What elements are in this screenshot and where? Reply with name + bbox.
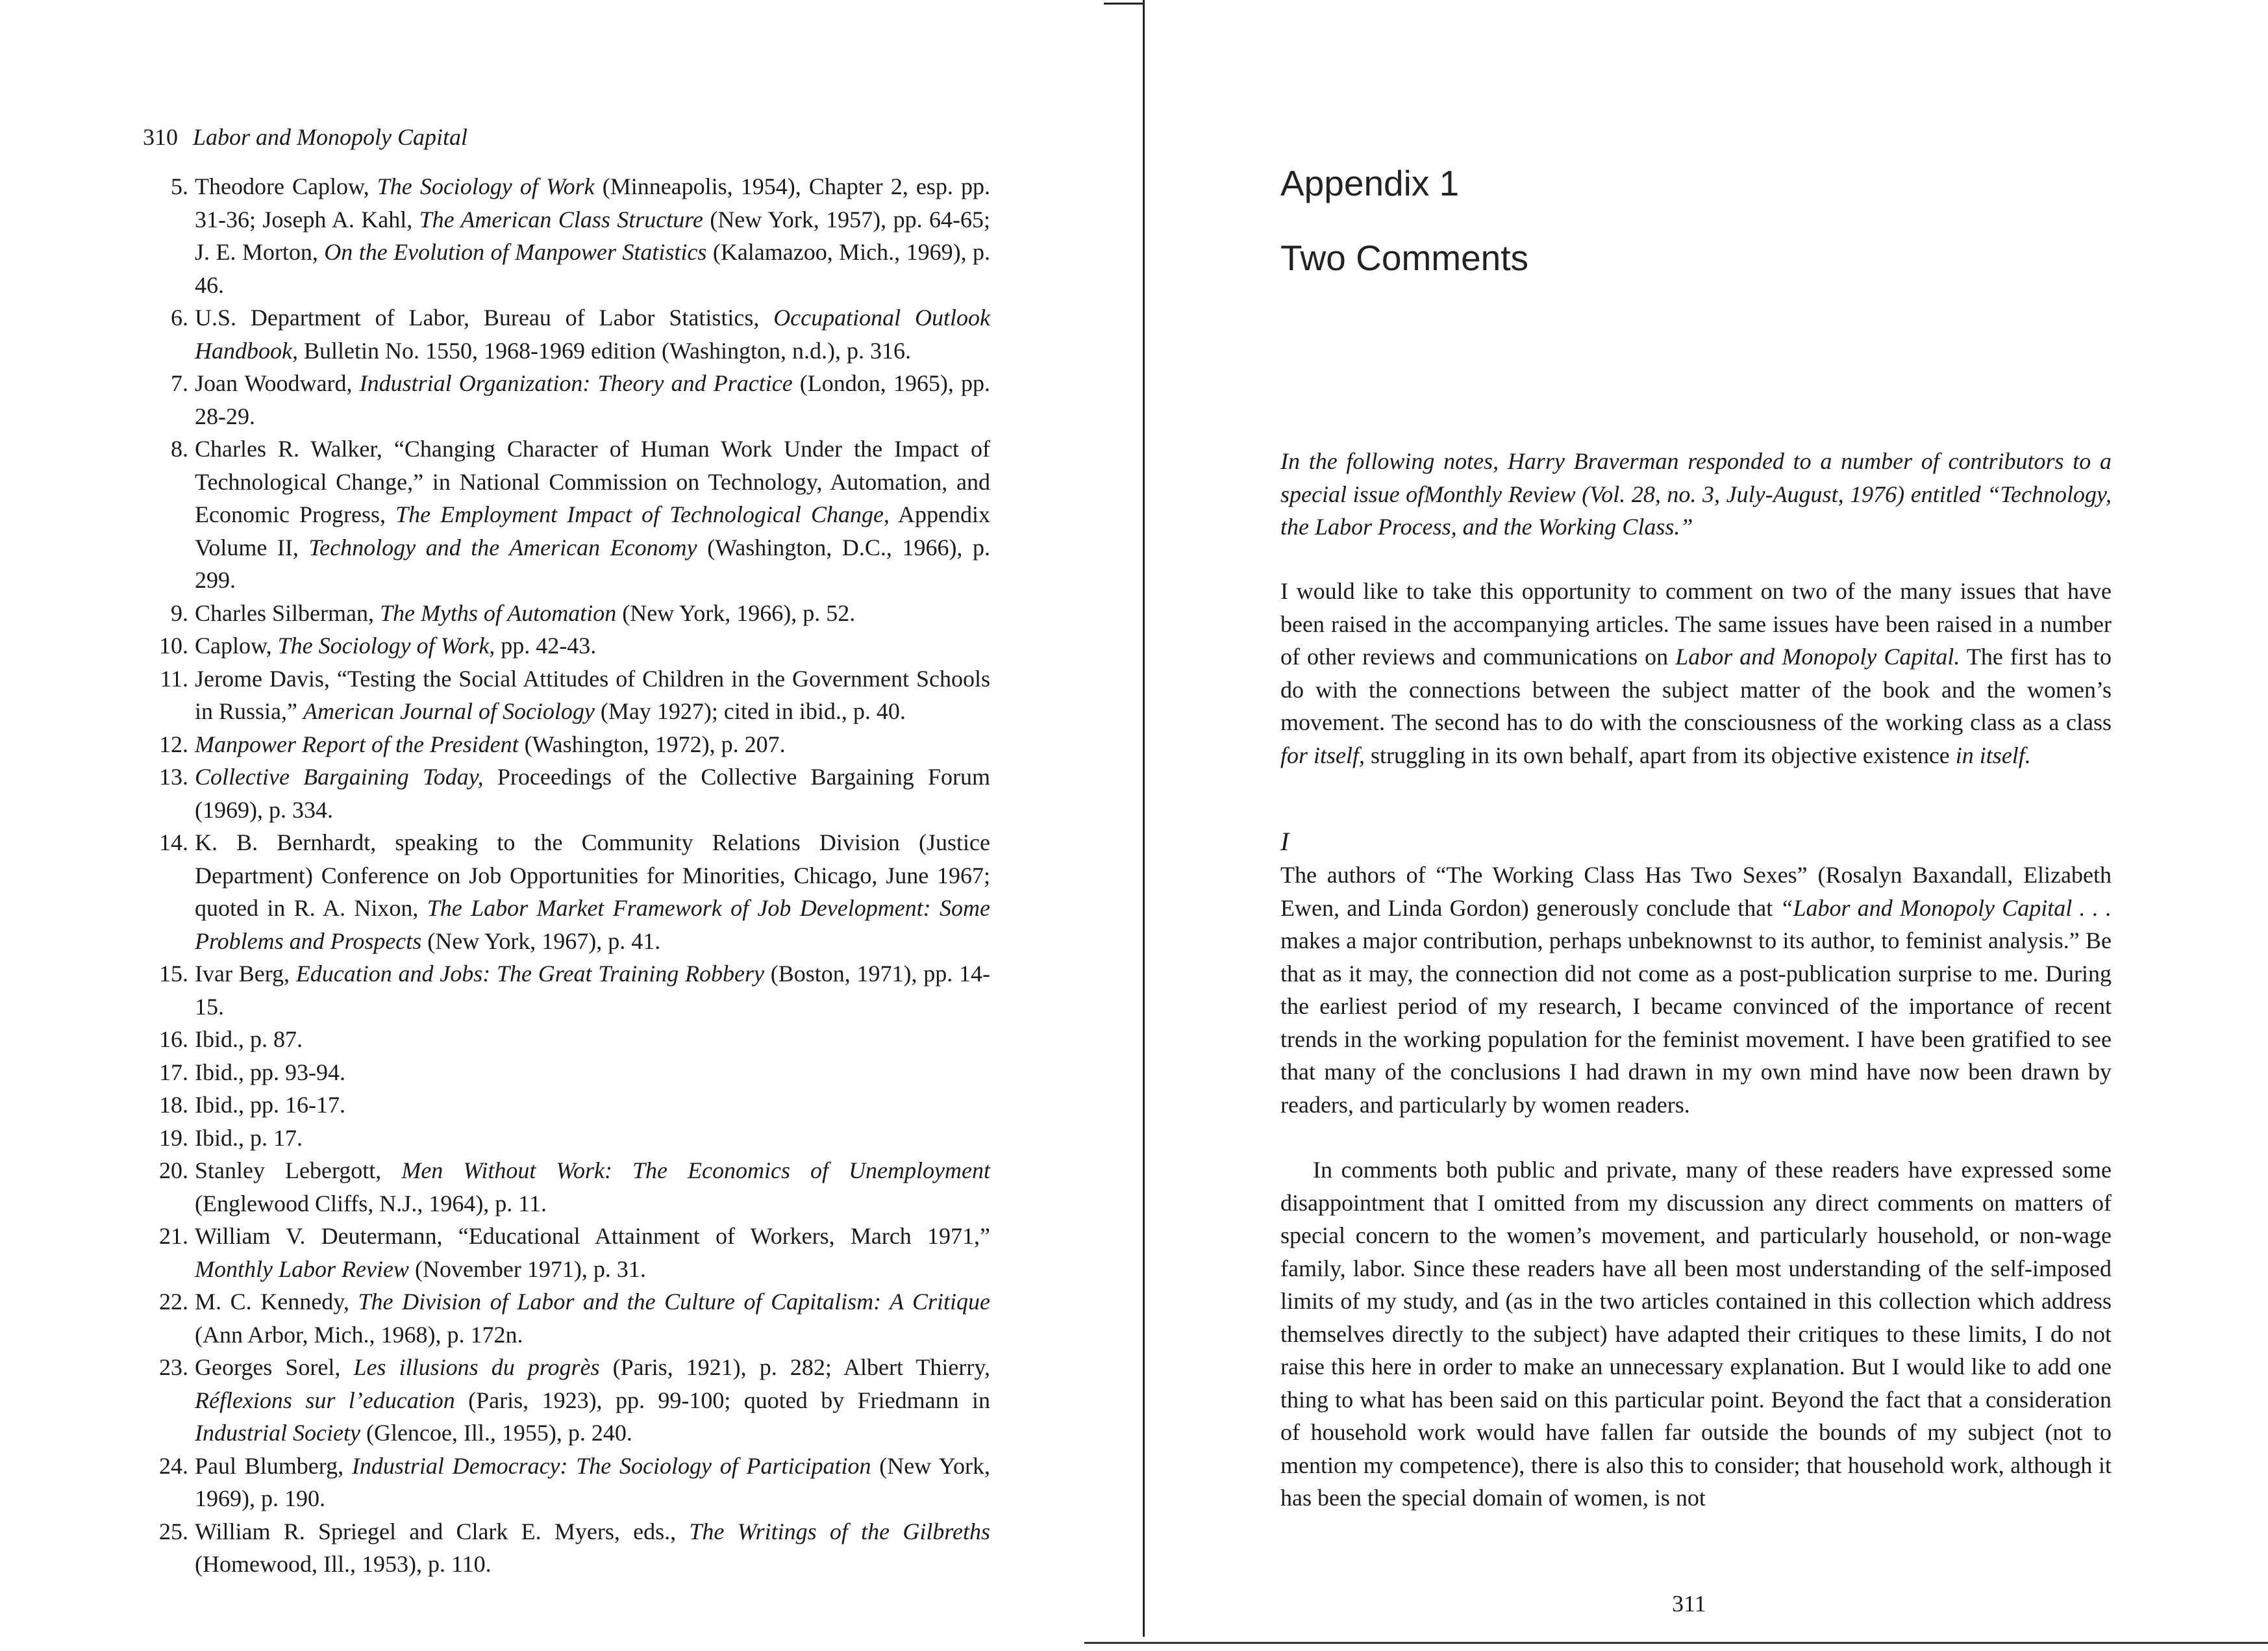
text-run: Proceedings of the Collective Bargaining Forum (1969), p. 334. [195, 764, 991, 823]
text-run: The first has to do with the connections between the subject matter of the book and the women’s movement. The second has to do with the consciousness of the working class as a class [1280, 644, 2112, 735]
italic-text: The American Class Structure [419, 206, 703, 233]
endnote [143, 1285, 990, 1351]
text-run: (Glencoe, Ill., 1955), p. 240. [360, 1420, 632, 1446]
text-run: makes a major contribution, perhaps unbeknownst to its author, to feminist analysis.” Be that as it may, the connection did not come as a post-publication surprise to me. During the earliest period of my research, I became convinced of the importance of recent trends in the working population for the feminist movement. I have been gratified to see that many of the conclusions I had drawn in my own mind have now been drawn by readers, and particularly by women readers. [1280, 927, 2112, 1118]
italic-text: On the Evolution of Manpower Statistics [324, 239, 707, 265]
left-page [0, 0, 1130, 1651]
italic-text: The Writings of the Gilbreths [689, 1518, 990, 1544]
italic-text: American Journal of Sociology [303, 698, 595, 724]
italic-text: Monthly Labor Review [195, 1255, 409, 1282]
endnote [143, 1154, 990, 1220]
endnote-number: 16. [159, 1026, 188, 1052]
endnote [143, 1450, 990, 1515]
italic-text: for itself, [1280, 742, 1365, 768]
page-number-311: 311 [1672, 1591, 1706, 1617]
text-run: (Minneapolis, 1954), Chapter 2, esp. pp. 31-36; Joseph A. Kahl, [195, 173, 990, 233]
endnote-number: 6. [171, 305, 188, 331]
endnote [143, 367, 990, 433]
endnote [143, 761, 990, 826]
endnote-number: 19. [159, 1124, 188, 1151]
italic-text: “Labor and Monopoly Capital . . . [1780, 894, 2112, 921]
endnote-number: 10. [159, 633, 188, 659]
text-run: Bulletin No. 1550, 1968-1969 edition (Washington, n.d.), p. 316. [297, 337, 912, 364]
text-run: William R. Spriegel and Clark E. Myers, eds., [195, 1518, 690, 1544]
italic-text: The Sociology of Work, [277, 633, 495, 659]
text-run: (Kalamazoo, Mich., 1969), p. 46. [195, 239, 991, 298]
italic-text: Technology and the American Economy [308, 534, 697, 561]
text-run: struggling in its own behalf, apart from its objective existence [1365, 742, 1956, 768]
italic-text: Les illusions du progrès [353, 1354, 600, 1380]
endnote-number: 15. [159, 961, 188, 987]
text-run: Monthly Review [1424, 481, 1576, 507]
text-run: (Washington, D.C., 1966), p. 299. [195, 534, 990, 593]
section-number: I [1280, 827, 1290, 856]
italic-text: The Division of Labor and the Culture of Capitalism: A Critique [358, 1289, 991, 1315]
italic-text: Occupational Outlook Handbook, [195, 305, 990, 364]
italic-text: Labor and Monopoly Capital. [1675, 644, 1960, 670]
endnote [143, 957, 990, 1023]
italic-text: Industrial Organization: Theory and Practice [359, 370, 793, 396]
text-run: Georges Sorel, [195, 1354, 354, 1380]
text-run: (Paris, 1923), pp. 99-100; quoted by Friedmann in [455, 1387, 990, 1413]
italic-text: Réflexions sur l’education [195, 1387, 455, 1413]
text-run: Stanley Lebergott, [195, 1157, 402, 1183]
text-run: Ibid., pp. 16-17. [195, 1092, 345, 1118]
endnote [143, 433, 990, 597]
endnote [143, 1351, 990, 1450]
endnote [143, 1023, 990, 1056]
endnote-number: 23. [159, 1354, 188, 1380]
text-run: William V. Deutermann, “Educational Attainment of Workers, March 1971,” [195, 1223, 990, 1249]
italic-text: Industrial Society [195, 1420, 360, 1446]
running-head [143, 123, 467, 151]
endnote-number: 13. [159, 764, 188, 790]
endnote [143, 301, 990, 367]
text-run: Charles Silberman, [195, 599, 380, 626]
endnote-number: 17. [159, 1059, 188, 1085]
endnote [143, 662, 990, 728]
body-paragraph [1280, 1153, 2112, 1515]
text-run: Ibid., pp. 93-94. [195, 1059, 345, 1085]
endnote [143, 1056, 990, 1089]
text-run: (New York, 1966), p. 52. [616, 599, 856, 626]
italic-text: Men Without Work: The Economics of Unemployment [401, 1157, 990, 1183]
endnote [143, 1515, 990, 1581]
text-run: The authors of “The Working Class Has Two Sexes” (Rosalyn Baxandall, Elizabeth Ewen, and Linda Gordon) generously conclude that [1280, 862, 2112, 921]
italic-text: Education and Jobs: The Great Training Robbery [295, 961, 764, 987]
text-run: (Englewood Cliffs, N.J., 1964), p. 11. [195, 1190, 547, 1216]
running-title: Labor and Monopoly Capital [193, 124, 468, 150]
text-run: (May 1927); cited in ibid., p. 40. [594, 698, 906, 724]
text-run: K. B. Bernhardt, speaking to the Community Relations Division (Justice Department) Conference on Job Opportunities for Minorities, Chicago, June 1967; quoted in R. A. Nixon, [195, 829, 990, 921]
italic-text: In the following notes, Harry Braverman responded to a number of contributors to a special issue of [1280, 448, 2112, 507]
text-run: (London, 1965), pp. 28-29. [195, 370, 990, 429]
endnote [143, 170, 990, 301]
text-run: M. C. Kennedy, [195, 1289, 358, 1315]
text-run: pp. 42-43. [495, 633, 597, 659]
text-run: (Boston, 1971), pp. 14-15. [195, 961, 990, 1020]
endnote-number: 12. [159, 731, 188, 757]
text-run: Caplow, [195, 633, 278, 659]
endnote [143, 728, 990, 761]
endnotes-list [143, 170, 990, 1581]
body-paragraph [1280, 575, 2112, 772]
text-run: (November 1971), p. 31. [408, 1255, 646, 1282]
italic-text: The Labor Market Framework of Job Development: Some Problems and Prospects [195, 895, 990, 954]
endnote-number: 24. [159, 1452, 188, 1479]
text-run: (Homewood, Ill., 1953), p. 110. [195, 1551, 492, 1577]
endnote-number: 22. [159, 1289, 188, 1315]
endnote [143, 1089, 990, 1122]
text-run: I would like to take this opportunity to comment on two of the many issues that have been raised in the accompanying articles. The same issues have been raised in a number of other reviews and communications on [1280, 578, 2112, 670]
endnote-number: 20. [159, 1157, 188, 1183]
italic-text: (Vol. 28, no. 3, July-August, 1976) entitled “Technology, the Labor Process, and the Working Class.” [1280, 481, 2112, 540]
italic-text: Manpower Report of the President [195, 731, 519, 757]
italic-text: in itself. [1955, 742, 2031, 768]
endnote-number: 18. [159, 1092, 188, 1118]
appendix-title: Two Comments [1280, 238, 1529, 278]
text-run: Theodore Caplow, [195, 173, 377, 199]
text-run: (New York, 1967), p. 41. [421, 927, 661, 954]
text-run: In comments both public and private, many of these readers have expressed some disappointment that I omitted from my discussion any direct comments on matters of special concern to the women’s movement, and particularly household, or non-wage family, labor. Since these readers have all been most understanding of the self-imposed limits of my study, and (as in the two articles contained in this collection which address themselves directly to the subject) have adapted their critiques to these limits, I do not raise this here in order to make an unnecessary explanation. But I would like to add one thing to what has been said on this particular point. Beyond the fact that a consideration of household work would have fallen far outside the bounds of my subject (not to mention my competence), there is also this to consider; that household work, although it has been the special domain of women, is not [1280, 1157, 2112, 1511]
endnote-number: 14. [159, 829, 188, 855]
endnote [143, 597, 990, 630]
endnote-number: 7. [171, 370, 188, 396]
text-run: (New York, 1957), pp. 64-65; J. E. Morton, [195, 206, 990, 265]
text-run: (New York, 1969), p. 190. [195, 1452, 990, 1511]
text-run: Ivar Berg, [195, 961, 296, 987]
italic-text: Industrial Democracy: The Sociology of Participation [351, 1452, 871, 1479]
text-run: Appendix Volume II, [195, 501, 990, 561]
text-run: (Ann Arbor, Mich., 1968), p. 172n. [195, 1321, 523, 1348]
endnote-number: 25. [159, 1518, 188, 1544]
endnote-number: 21. [159, 1223, 188, 1249]
endnote-number: 11. [160, 665, 188, 692]
endnote [143, 1220, 990, 1285]
text-run: Ibid., p. 87. [195, 1026, 303, 1052]
italic-text: The Sociology of Work [377, 173, 595, 199]
text-run: Ibid., p. 17. [195, 1124, 303, 1151]
text-run: Paul Blumberg, [195, 1452, 352, 1479]
italic-text: Collective Bargaining Today, [195, 764, 484, 790]
text-run: Joan Woodward, [195, 370, 360, 396]
endnote-number: 8. [171, 436, 188, 462]
endnote-number: 5. [171, 173, 188, 199]
endnote [143, 629, 990, 662]
endnote [143, 1122, 990, 1155]
endnote [143, 826, 990, 957]
page-number: 310 [143, 124, 178, 150]
editorial-intro [1280, 445, 2112, 544]
text-run: Charles R. Walker, “Changing Character of Human Work Under the Impact of Technological Change,” in National Commission on Technology, Automation, and Economic Progress, [195, 436, 990, 527]
text-run: (Washington, 1972), p. 207. [518, 731, 786, 757]
text-run: (Paris, 1921), p. 282; Albert Thierry, [599, 1354, 990, 1380]
appendix-label: Appendix 1 [1280, 163, 1460, 203]
italic-text: The Myths of Automation [379, 599, 617, 626]
endnote-number: 9. [171, 599, 188, 626]
text-run: U.S. Department of Labor, Bureau of Labor Statistics, [195, 305, 774, 331]
body-paragraph [1280, 859, 2112, 1121]
italic-text: The Employment Impact of Technological Change, [395, 501, 890, 527]
text-run: Jerome Davis, “Testing the Social Attitudes of Children in the Government Schools in Russia,” [195, 665, 990, 724]
